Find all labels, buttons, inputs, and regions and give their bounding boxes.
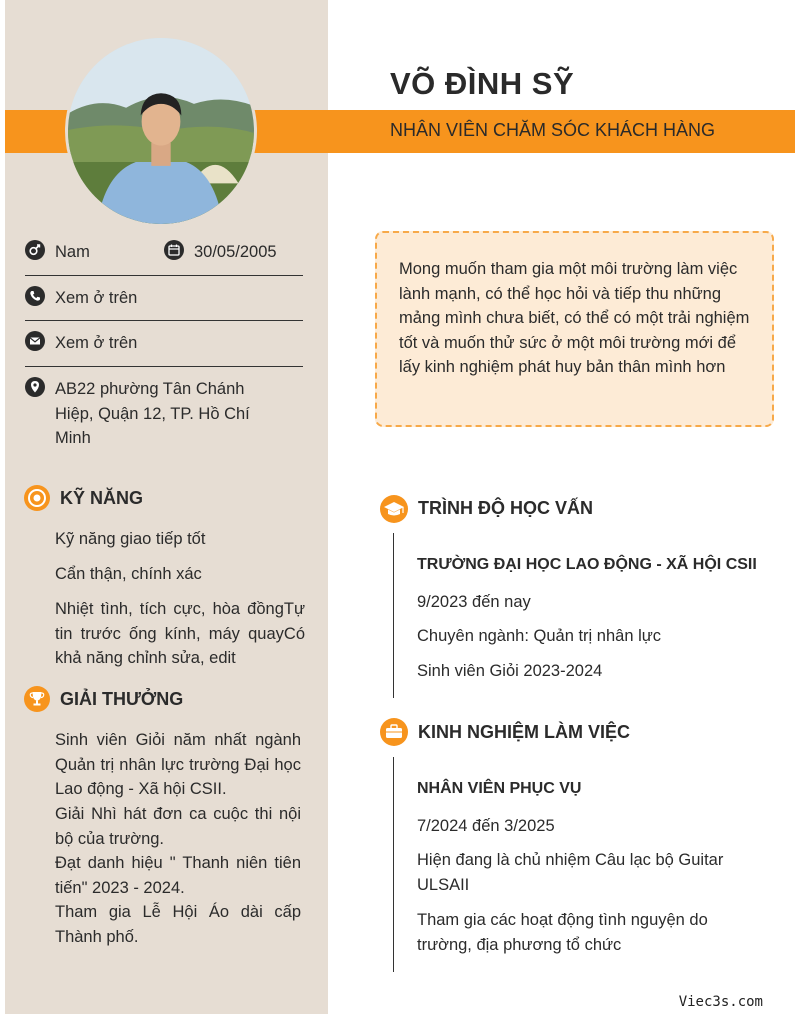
divider [25,366,303,367]
education-achievement: Sinh viên Giỏi 2023-2024 [417,662,603,680]
skill-item: Nhiệt tình, tích cực, hòa đồngTự tin trước ống kính, máy quayCó khả năng chỉnh sửa, edit [55,600,305,667]
target-icon [24,485,50,511]
email-value: Xem ở trên [55,334,138,352]
divider [25,320,303,321]
experience-timeline-line [393,757,394,972]
candidate-name: VÕ ĐÌNH SỸ [390,66,575,101]
award-item: Giải Nhì hát đơn ca cuộc thi nội bộ của trường. [55,805,301,848]
briefcase-icon [380,718,408,746]
job-position: NHÂN VIÊN PHỤC VỤ [417,780,582,797]
location-pin-icon [25,377,45,397]
experience-detail: Tham gia các hoạt động tình nguyện do trường, địa phương tổ chức [417,911,708,954]
award-item: Sinh viên Giỏi năm nhất ngành Quản trị nhân lực trường Đại học Lao động - Xã hội CSII. [55,731,301,798]
job-title: NHÂN VIÊN CHĂM SÓC KHÁCH HÀNG [390,120,716,140]
gender-icon [25,240,45,260]
career-objective-text: Mong muốn tham gia một môi trường làm việc lành mạnh, có thể học hỏi và tiếp thu những mảng mình chưa biết, có thể có một trải nghiệm tốt và muốn thử sức ở một môi trường mới để lấy kinh nghiệm phát huy bản thân mình hơn [399,260,750,376]
skills-title: KỸ NĂNG [60,488,144,508]
awards-title: GIẢI THƯỞNG [60,689,184,709]
phone-value: Xem ở trên [55,289,138,307]
experience-detail: Hiện đang là chủ nhiệm Câu lạc bộ Guitar ULSAII [417,851,724,894]
education-timeline-line [393,533,394,698]
award-item: Đạt danh hiệu " Thanh niên tiên tiến" 2023 - 2024. [55,854,301,897]
education-period: 9/2023 đến nay [417,593,531,611]
education-major: Chuyên ngành: Quản trị nhân lực [417,627,662,645]
experience-period: 7/2024 đến 3/2025 [417,817,555,835]
avatar [65,35,257,227]
award-item: Tham gia Lễ Hội Áo dài cấp Thành phố. [55,903,301,946]
education-title: TRÌNH ĐỘ HỌC VẤN [418,498,593,518]
experience-title: KINH NGHIỆM LÀM VIỆC [418,722,631,742]
graduation-cap-icon [380,495,408,523]
footer-watermark: Viec3s.com [678,994,763,1010]
address-value: AB22 phường Tân Chánh Hiệp, Quận 12, TP. Hồ Chí Minh [55,380,250,447]
envelope-icon [25,331,45,351]
career-objective-box [375,231,774,427]
divider [25,275,303,276]
skill-item: Cẩn thận, chính xác [55,565,202,583]
school-name: TRƯỜNG ĐẠI HỌC LAO ĐỘNG - XÃ HỘI CSII [417,556,757,573]
gender-value: Nam [55,243,90,261]
skill-item: Kỹ năng giao tiếp tốt [55,530,206,548]
trophy-icon [24,686,50,712]
calendar-icon [164,240,184,260]
birthday-value: 30/05/2005 [194,243,277,261]
phone-icon [25,286,45,306]
address-row [25,377,303,452]
